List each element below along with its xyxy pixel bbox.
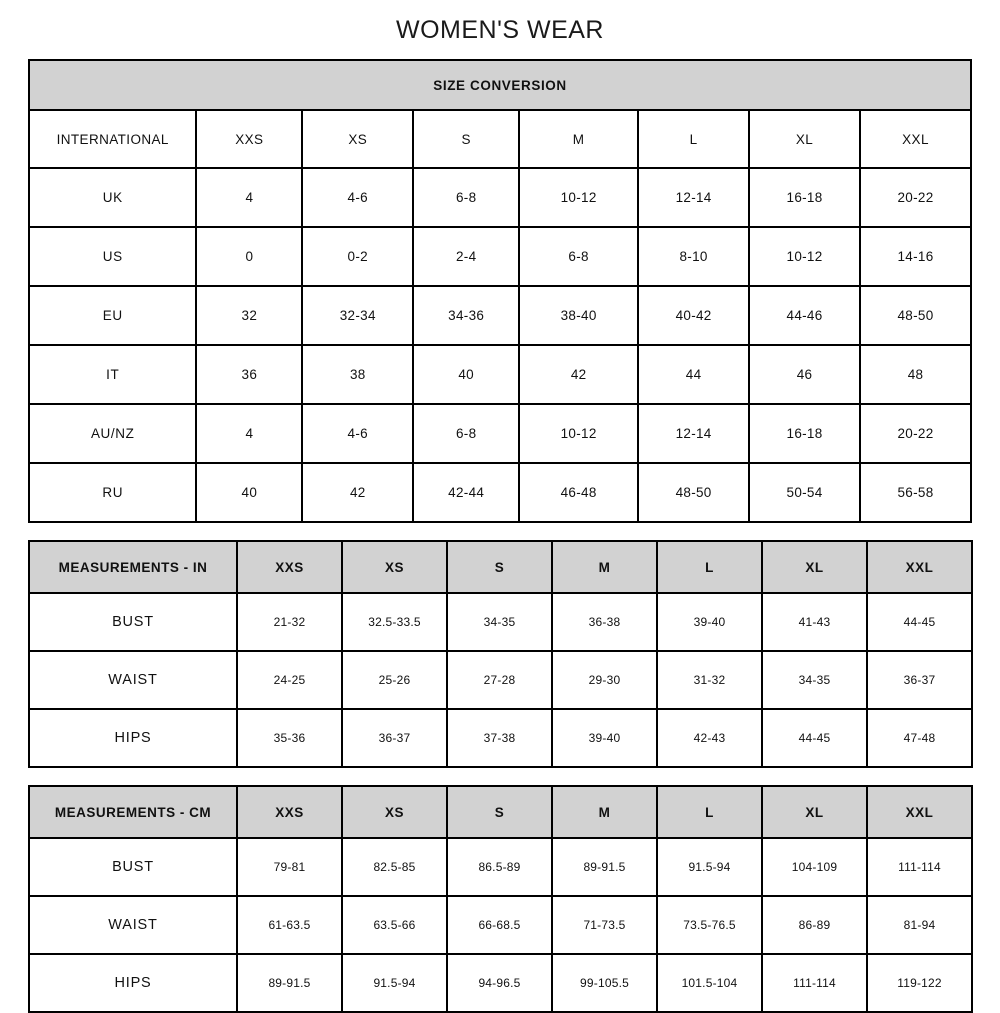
cell-value: 42 bbox=[302, 463, 413, 522]
row-label: BUST bbox=[29, 593, 237, 651]
row-label: RU bbox=[29, 463, 196, 522]
column-header-xs: XS bbox=[342, 786, 447, 838]
size-conversion-band-label: SIZE CONVERSION bbox=[29, 60, 971, 110]
column-header-measurements-in: MEASUREMENTS - IN bbox=[29, 541, 237, 593]
row-label: US bbox=[29, 227, 196, 286]
column-header-xl: XL bbox=[762, 541, 867, 593]
cell-value: 37-38 bbox=[447, 709, 552, 767]
cell-value: 42-44 bbox=[413, 463, 519, 522]
cell-value: 6-8 bbox=[413, 168, 519, 227]
column-header-s: S bbox=[413, 110, 519, 168]
cell-value: 8-10 bbox=[638, 227, 749, 286]
cell-value: 29-30 bbox=[552, 651, 657, 709]
measurements-inches-table bbox=[28, 540, 973, 768]
cell-value: 34-35 bbox=[762, 651, 867, 709]
cell-value: 89-91.5 bbox=[552, 838, 657, 896]
table-row bbox=[29, 709, 972, 767]
row-label: IT bbox=[29, 345, 196, 404]
cell-value: 91.5-94 bbox=[657, 838, 762, 896]
cell-value: 31-32 bbox=[657, 651, 762, 709]
column-header-m: M bbox=[552, 786, 657, 838]
table-header-row bbox=[29, 786, 972, 838]
cell-value: 94-96.5 bbox=[447, 954, 552, 1012]
cell-value: 25-26 bbox=[342, 651, 447, 709]
cell-value: 46-48 bbox=[519, 463, 638, 522]
cell-value: 86.5-89 bbox=[447, 838, 552, 896]
column-header-xl: XL bbox=[749, 110, 860, 168]
cell-value: 44-45 bbox=[762, 709, 867, 767]
cell-value: 111-114 bbox=[867, 838, 972, 896]
cell-value: 91.5-94 bbox=[342, 954, 447, 1012]
cell-value: 34-35 bbox=[447, 593, 552, 651]
cell-value: 12-14 bbox=[638, 168, 749, 227]
table-band-row bbox=[29, 60, 971, 110]
table-row bbox=[29, 593, 972, 651]
cell-value: 36 bbox=[196, 345, 302, 404]
cell-value: 27-28 bbox=[447, 651, 552, 709]
cell-value: 44-46 bbox=[749, 286, 860, 345]
row-label: AU/NZ bbox=[29, 404, 196, 463]
cell-value: 99-105.5 bbox=[552, 954, 657, 1012]
table-row bbox=[29, 838, 972, 896]
table-header-row bbox=[29, 110, 971, 168]
cell-value: 40-42 bbox=[638, 286, 749, 345]
cell-value: 20-22 bbox=[860, 168, 971, 227]
cell-value: 44-45 bbox=[867, 593, 972, 651]
row-label: BUST bbox=[29, 838, 237, 896]
column-header-xxl: XXL bbox=[860, 110, 971, 168]
row-label: HIPS bbox=[29, 709, 237, 767]
cell-value: 38-40 bbox=[519, 286, 638, 345]
size-conversion-table bbox=[28, 59, 972, 523]
cell-value: 40 bbox=[413, 345, 519, 404]
cell-value: 34-36 bbox=[413, 286, 519, 345]
column-header-l: L bbox=[638, 110, 749, 168]
column-header-m: M bbox=[552, 541, 657, 593]
row-label: UK bbox=[29, 168, 196, 227]
cell-value: 86-89 bbox=[762, 896, 867, 954]
cell-value: 4-6 bbox=[302, 168, 413, 227]
cell-value: 89-91.5 bbox=[237, 954, 342, 1012]
table-header-row bbox=[29, 541, 972, 593]
cell-value: 79-81 bbox=[237, 838, 342, 896]
cell-value: 10-12 bbox=[519, 404, 638, 463]
cell-value: 10-12 bbox=[519, 168, 638, 227]
table-row bbox=[29, 227, 971, 286]
cell-value: 119-122 bbox=[867, 954, 972, 1012]
cell-value: 47-48 bbox=[867, 709, 972, 767]
cell-value: 6-8 bbox=[519, 227, 638, 286]
cell-value: 10-12 bbox=[749, 227, 860, 286]
cell-value: 42-43 bbox=[657, 709, 762, 767]
cell-value: 50-54 bbox=[749, 463, 860, 522]
table-row bbox=[29, 168, 971, 227]
cell-value: 0-2 bbox=[302, 227, 413, 286]
cell-value: 44 bbox=[638, 345, 749, 404]
cell-value: 61-63.5 bbox=[237, 896, 342, 954]
column-header-xxs: XXS bbox=[237, 541, 342, 593]
table-row bbox=[29, 286, 971, 345]
cell-value: 56-58 bbox=[860, 463, 971, 522]
column-header-xs: XS bbox=[342, 541, 447, 593]
table-row bbox=[29, 896, 972, 954]
cell-value: 0 bbox=[196, 227, 302, 286]
column-header-xs: XS bbox=[302, 110, 413, 168]
column-header-international: INTERNATIONAL bbox=[29, 110, 196, 168]
cell-value: 4-6 bbox=[302, 404, 413, 463]
table-row bbox=[29, 954, 972, 1012]
cell-value: 4 bbox=[196, 404, 302, 463]
cell-value: 4 bbox=[196, 168, 302, 227]
row-label: WAIST bbox=[29, 651, 237, 709]
cell-value: 6-8 bbox=[413, 404, 519, 463]
column-header-xxs: XXS bbox=[237, 786, 342, 838]
cell-value: 73.5-76.5 bbox=[657, 896, 762, 954]
cell-value: 66-68.5 bbox=[447, 896, 552, 954]
cell-value: 35-36 bbox=[237, 709, 342, 767]
cell-value: 36-37 bbox=[867, 651, 972, 709]
cell-value: 39-40 bbox=[552, 709, 657, 767]
column-header-s: S bbox=[447, 786, 552, 838]
row-label: WAIST bbox=[29, 896, 237, 954]
cell-value: 24-25 bbox=[237, 651, 342, 709]
cell-value: 38 bbox=[302, 345, 413, 404]
cell-value: 41-43 bbox=[762, 593, 867, 651]
cell-value: 81-94 bbox=[867, 896, 972, 954]
page-title: WOMEN'S WEAR bbox=[396, 16, 604, 44]
column-header-l: L bbox=[657, 786, 762, 838]
cell-value: 42 bbox=[519, 345, 638, 404]
table-row bbox=[29, 404, 971, 463]
cell-value: 12-14 bbox=[638, 404, 749, 463]
cell-value: 39-40 bbox=[657, 593, 762, 651]
cell-value: 48-50 bbox=[638, 463, 749, 522]
cell-value: 2-4 bbox=[413, 227, 519, 286]
cell-value: 32-34 bbox=[302, 286, 413, 345]
table-row bbox=[29, 463, 971, 522]
column-header-s: S bbox=[447, 541, 552, 593]
column-header-xl: XL bbox=[762, 786, 867, 838]
column-header-xxl: XXL bbox=[867, 786, 972, 838]
cell-value: 71-73.5 bbox=[552, 896, 657, 954]
table-row bbox=[29, 651, 972, 709]
cell-value: 46 bbox=[749, 345, 860, 404]
row-label: EU bbox=[29, 286, 196, 345]
cell-value: 36-37 bbox=[342, 709, 447, 767]
column-header-m: M bbox=[519, 110, 638, 168]
cell-value: 32 bbox=[196, 286, 302, 345]
column-header-l: L bbox=[657, 541, 762, 593]
cell-value: 40 bbox=[196, 463, 302, 522]
cell-value: 104-109 bbox=[762, 838, 867, 896]
cell-value: 32.5-33.5 bbox=[342, 593, 447, 651]
cell-value: 16-18 bbox=[749, 404, 860, 463]
table-row bbox=[29, 345, 971, 404]
row-label: HIPS bbox=[29, 954, 237, 1012]
cell-value: 101.5-104 bbox=[657, 954, 762, 1012]
cell-value: 14-16 bbox=[860, 227, 971, 286]
cell-value: 48 bbox=[860, 345, 971, 404]
measurements-centimeters-table bbox=[28, 785, 973, 1013]
column-header-xxs: XXS bbox=[196, 110, 302, 168]
cell-value: 20-22 bbox=[860, 404, 971, 463]
cell-value: 48-50 bbox=[860, 286, 971, 345]
column-header-measurements-cm: MEASUREMENTS - CM bbox=[29, 786, 237, 838]
column-header-xxl: XXL bbox=[867, 541, 972, 593]
cell-value: 36-38 bbox=[552, 593, 657, 651]
cell-value: 111-114 bbox=[762, 954, 867, 1012]
cell-value: 82.5-85 bbox=[342, 838, 447, 896]
cell-value: 63.5-66 bbox=[342, 896, 447, 954]
cell-value: 16-18 bbox=[749, 168, 860, 227]
cell-value: 21-32 bbox=[237, 593, 342, 651]
